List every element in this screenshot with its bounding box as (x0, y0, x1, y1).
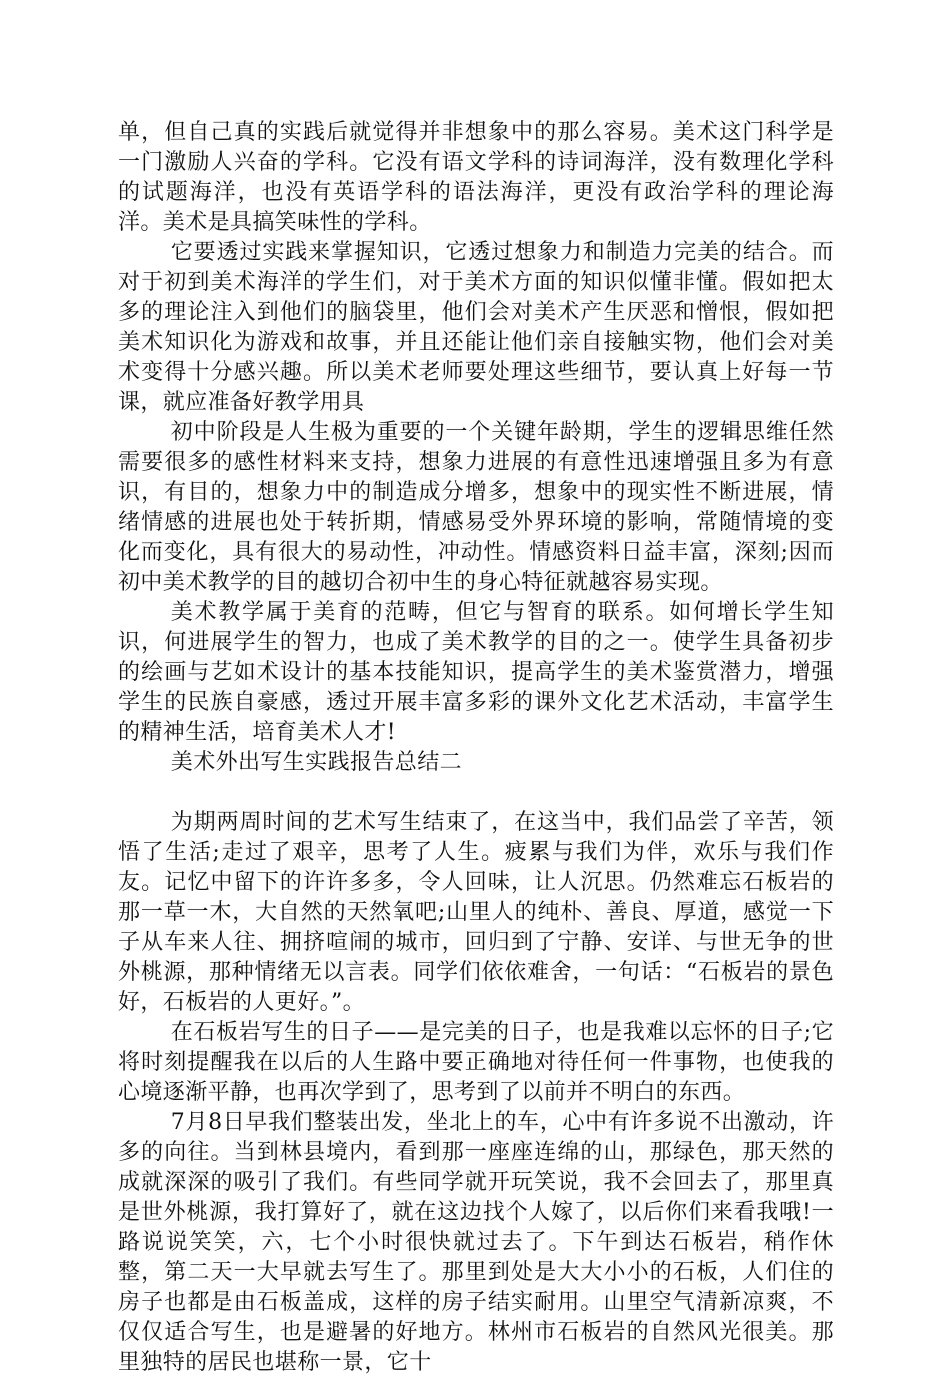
paragraph-sketching-days: 在石板岩写生的日子——是完美的日子，也是我难以忘怀的日子;它将时刻提醒我在以后的人生路中要正确地对待任何一件事物，也使我的心境逐渐平静，也再次学到了，思考到了以前并不明白的东西。 (118, 1020, 834, 1105)
paragraph-intro-continuation: 单，但自己真的实践后就觉得并非想象中的那么容易。美术这门科学是一门激励人兴奋的学科。它没有语文学科的诗词海洋，没有数理化学科的试题海洋，也没有英语学科的语法海洋，更没有政治学科的理论海洋。美术是具搞笑味性的学科。 (118, 120, 834, 235)
section-title: 美术外出写生实践报告总结二 (170, 750, 462, 775)
paragraph-practice-knowledge: 它要透过实践来掌握知识，它透过想象力和制造力完美的结合。而对于初到美术海洋的学生们，对于美术方面的知识似懂非懂。假如把太多的理论注入到他们的脑袋里，他们会对美术产生厌恶和憎恨，假如把美术知识化为游戏和故事，并且还能让他们亲自接触实物，他们会对美术变得十分感兴趣。所以美术老师要处理这些细节，要认真上好每一节课，就应准备好教学用具 (118, 240, 834, 415)
paragraph-departure-journey: 7月8日早我们整装出发，坐北上的车，心中有许多说不出激动，许多的向往。当到林县境内，看到那一座座连绵的山，那绿色，那天然的成就深深的吸引了我们。有些同学就开玩笑说，我不会回去了，那里真是世外桃源，我打算好了，就在这边找个人嫁了，以后你们来看我哦!一路说说笑笑，六，七个小时很快就过去了。下午到达石板岩，稍作休整，第二天一大早就去写生了。那里到处是大大小小的石板，人们住的房子也都是由石板盖成，这样的房子结实耐用。山里空气清新凉爽，不仅仅适合写生，也是避暑的好地方。林州市石板岩的自然风光很美。那里独特的居民也堪称一景，它十 (118, 1110, 834, 1375)
blank-line (118, 778, 834, 808)
document-page (118, 118, 834, 1378)
paragraph-junior-high-stage: 初中阶段是人生极为重要的一个关键年龄期，学生的逻辑思维任然需要很多的感性材料来支持，想象力进展的有意性迅速增强且多为有意识，有目的，想象力中的制造成分增多，想象中的现实性不断进展，情绪情感的进展也处于转折期，情感易受外界环境的影响，常随情境的变化而变化，具有很大的易动性，冲动性。情感资料日益丰富，深刻;因而初中美术教学的目的越切合初中生的身心特征就越容易实现。 (118, 420, 834, 595)
paragraph-two-week-sketching: 为期两周时间的艺术写生结束了，在这当中，我们品尝了辛苦，领悟了生活;走过了艰辛，思考了人生。疲累与我们为伴，欢乐与我们作友。记忆中留下的许许多多，令人回味，让人沉思。仍然难忘石板岩的那一草一木，大自然的天然氧吧;山里人的纯朴、善良、厚道，感觉一下子从车来人往、拥挤喧闹的城市，回归到了宁静、安详、与世无争的世外桃源，那种情绪无以言表。同学们依依难舍，一句话：“石板岩的景色好，石板岩的人更好。”。 (118, 810, 834, 1015)
paragraph-aesthetic-education: 美术教学属于美育的范畴，但它与智育的联系。如何增长学生知识，何进展学生的智力，也成了美术教学的目的之一。使学生具备初步的绘画与艺如术设计的基本技能知识，提高学生的美术鉴赏潜力，增强学生的民族自豪感，透过开展丰富多彩的课外文化艺术活动，丰富学生的精神生活，培育美术人才! (118, 600, 834, 745)
